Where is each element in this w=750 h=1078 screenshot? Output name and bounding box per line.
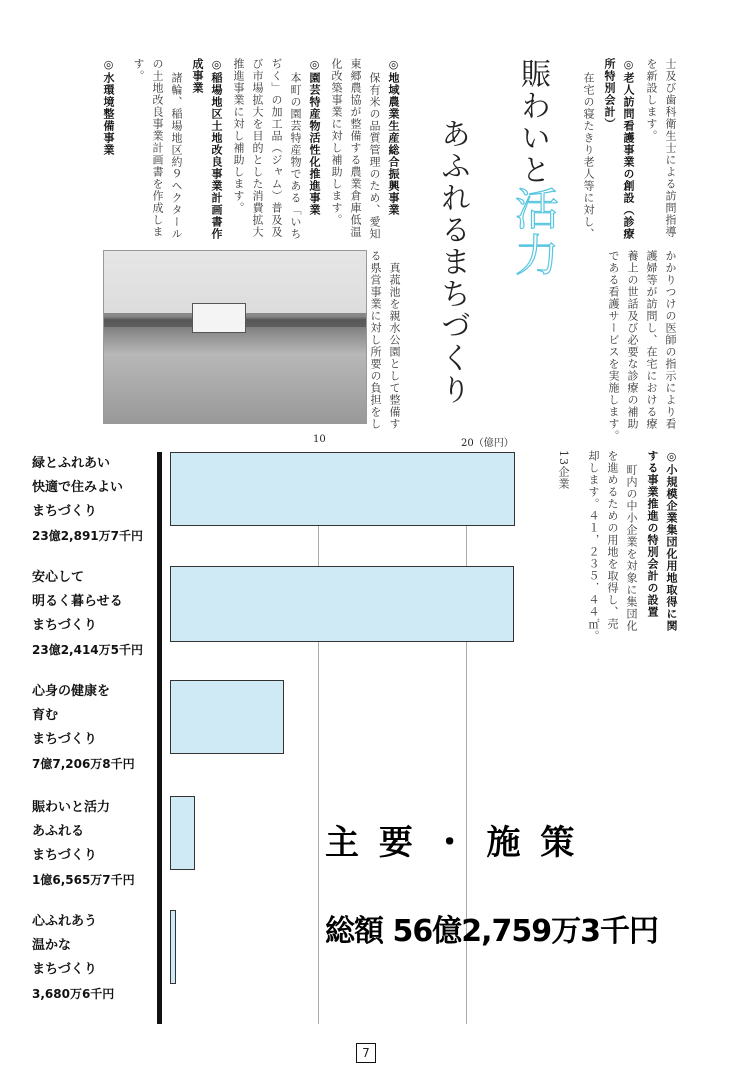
heading-column: ◎地域農業生産総合振興事業	[387, 58, 400, 216]
category-label-line: あふれる	[32, 824, 85, 839]
text-column: である看護サービスを実施します。	[607, 250, 620, 442]
category-label	[32, 566, 143, 662]
heading-column: ◎水環境整備事業	[102, 58, 115, 156]
bar	[170, 566, 514, 642]
text-column: 却します。４１，２３５．４４㎡。	[587, 450, 600, 642]
headline-total: 総額 56億2,759万3千円	[325, 914, 658, 949]
category-label-line: 緑とふれあい	[32, 456, 111, 471]
heading-column: ◎園芸特産物活性化推進事業	[308, 58, 321, 216]
category-amount: 1億6,565万7千円	[32, 873, 135, 887]
category-label	[32, 680, 135, 776]
heading-column: 成事業	[191, 58, 204, 94]
category-label-line: 安心して	[32, 570, 85, 585]
category-amount: 7億7,206万8千円	[32, 757, 135, 771]
text-column: の土地改良事業計画書を作成しま	[151, 58, 164, 238]
category-label-line: まちづくり	[32, 504, 97, 519]
category-label-line: 快適で住みよい	[32, 480, 124, 495]
category-label-line: 育む	[32, 708, 59, 723]
text-column: を進めるための用地を取得し、売	[606, 450, 619, 630]
text-column: 化改築事業に対し補助します。	[330, 58, 343, 226]
text-column: かかりつけの医師の指示により看	[664, 250, 677, 430]
heading-column: ◎老人訪問看護事業の創設（診療	[622, 58, 635, 240]
text-column: 13企業	[557, 450, 570, 490]
category-amount: 23億2,414万5千円	[32, 643, 144, 657]
category-label-line: まちづくり	[32, 962, 97, 977]
section-title-line2: あふれるまちづくり	[435, 118, 470, 406]
text-column: 保有米の品質管理のため、愛知	[368, 72, 381, 240]
heading-column: する事業推進の特別会計の設置	[646, 450, 659, 618]
tick-line	[318, 452, 319, 1024]
chart-axis	[157, 452, 162, 1024]
tick-label: 20（億円）	[461, 438, 514, 449]
section-title-line1	[500, 58, 564, 278]
heading-column: ◎稲場地区土地改良事業計画書作	[210, 58, 223, 240]
text-column: 東郷農協が整備する農業倉庫低温	[349, 58, 362, 238]
text-column: 士及び歯科衛生士による訪問指導	[664, 58, 677, 238]
text-column: を新設します。	[645, 58, 658, 142]
photo-pond-park	[103, 250, 367, 424]
text-column: ぢく」の加工品（ジャム）普及及	[270, 58, 283, 238]
text-column: 在宅の寝たきり老人等に対し、	[582, 72, 595, 240]
category-amount: 3,680万6千円	[32, 987, 115, 1001]
text-column: 養上の世話及び必要な診療の補助	[626, 250, 639, 430]
bar	[170, 680, 284, 754]
bar	[170, 796, 195, 870]
category-label-line: まちづくり	[32, 618, 97, 633]
photo-building	[192, 303, 246, 333]
category-label	[32, 796, 135, 892]
category-label	[32, 910, 114, 1006]
bar	[170, 910, 176, 984]
text-column: 推進事業に対し補助します。	[232, 58, 245, 214]
section-title-part1: 賑わいと	[515, 58, 550, 186]
page-number: 7	[356, 1043, 376, 1063]
text-column: び市場拡大を目的とした消費拡大	[251, 58, 264, 238]
heading-column: ◎小規模企業集団化用地取得に関	[665, 450, 678, 632]
category-label-line: 温かな	[32, 938, 72, 953]
headline-main: 主 要 ・ 施 策	[325, 823, 579, 863]
heading-column: 所特別会計）	[603, 58, 616, 130]
category-label	[32, 452, 143, 548]
section-title-highlight: 活力	[507, 186, 558, 278]
text-column: 町内の中小企業を対象に集団化	[625, 464, 638, 632]
tick-label: 10	[313, 434, 326, 445]
category-label-line: 賑わいと活力	[32, 800, 111, 815]
text-column: す。	[132, 58, 145, 82]
text-column: 本町の園芸特産物である「いち	[289, 72, 302, 240]
text-column: る県営事業に対し所要の負担をし	[369, 250, 382, 430]
bar	[170, 452, 515, 526]
category-label-line: 明るく暮らせる	[32, 594, 123, 609]
category-label-line: 心身の健康を	[32, 684, 111, 699]
text-column: 護婦等が訪問し、在宅における療	[645, 250, 658, 430]
category-label-line: まちづくり	[32, 848, 97, 863]
text-column: 諸輪、稲場地区約９ヘクタール	[170, 72, 183, 240]
category-label-line: まちづくり	[32, 732, 97, 747]
category-amount: 23億2,891万7千円	[32, 529, 144, 543]
text-column: 真菰池を親水公園として整備す	[388, 262, 401, 430]
category-label-line: 心ふれあう	[32, 914, 98, 929]
